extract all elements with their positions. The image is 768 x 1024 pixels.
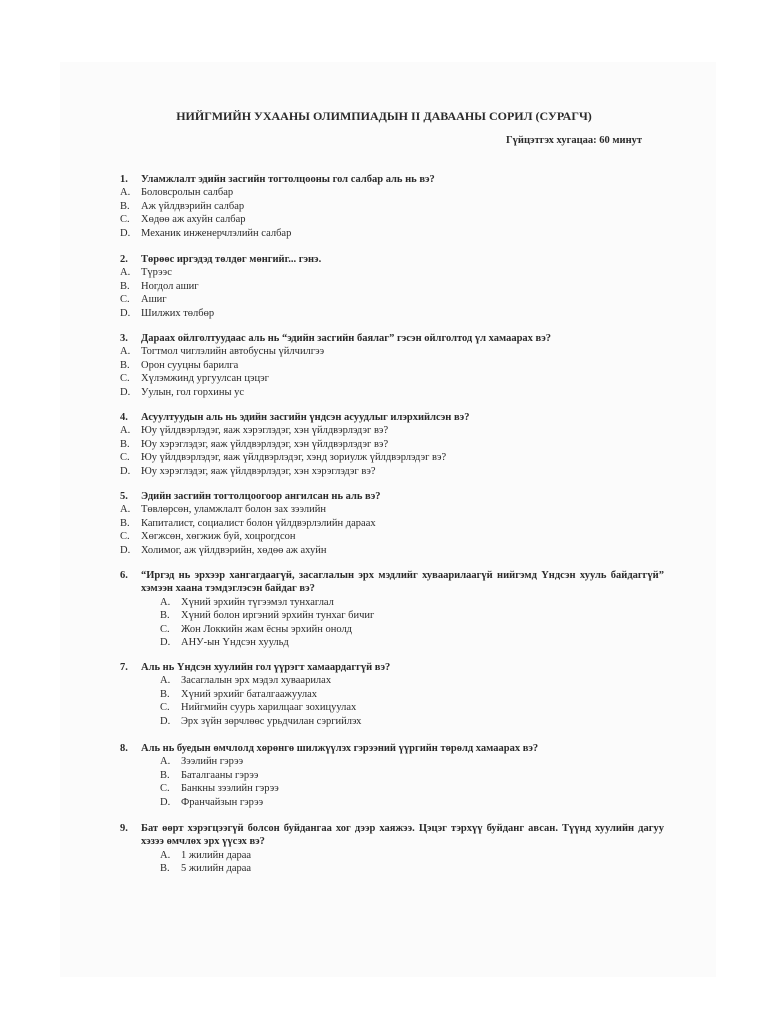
question-number: 3. — [120, 333, 128, 344]
option-label: D. — [160, 796, 171, 808]
option-text: Хүлэмжинд ургуулсан цэцэг — [141, 373, 269, 385]
option-label: B. — [120, 438, 130, 450]
option-c — [120, 213, 664, 226]
question-3 — [120, 332, 664, 399]
option-a — [120, 849, 664, 862]
option-label: C. — [120, 373, 130, 385]
option-text: Шилжих төлбөр — [141, 307, 215, 319]
option-label: A. — [120, 425, 131, 437]
option-label: C. — [120, 452, 130, 464]
option-text: Юу хэрэглэдэг, яаж үйлдвэрлэдэг, хэн үйлдвэрлэдэг вэ? — [141, 438, 389, 450]
option-b — [120, 438, 664, 451]
option-text: Жон Локкийн жам ёсны эрхийн онолд — [181, 623, 353, 635]
option-label: B. — [160, 769, 170, 781]
question-text: Дараах ойлголтуудаас аль нь “эдийн засгийн баялаг” гэсэн ойлголтод үл хамаарах вэ? — [141, 333, 551, 344]
option-text: Ашиг — [141, 294, 167, 306]
question-number: 6. — [120, 570, 128, 581]
option-label: B. — [120, 280, 130, 292]
option-label: D. — [120, 465, 131, 477]
question-number: 9. — [120, 823, 128, 834]
option-label: B. — [160, 863, 170, 875]
question-number: 2. — [120, 254, 128, 265]
option-a — [120, 266, 664, 279]
option-text: Банкны зээлийн гэрээ — [181, 783, 279, 795]
option-c — [120, 372, 664, 385]
option-label: B. — [120, 200, 130, 212]
option-a — [120, 345, 664, 358]
question-5 — [120, 490, 664, 557]
option-label: D. — [120, 386, 131, 398]
option-label: A. — [160, 849, 171, 861]
option-text: Капиталист, социалист болон үйлдвэрлэлийн дараах — [141, 517, 376, 529]
option-text: Засаглалын эрх мэдэл хуваарилах — [181, 675, 332, 687]
option-label: A. — [120, 346, 131, 358]
time-limit: Гүйцэтгэх хугацаа: 60 минут — [506, 135, 643, 146]
option-text: Хүний эрхийг баталгаажуулах — [181, 688, 318, 700]
option-text: Орон сууцны барилга — [141, 359, 239, 371]
option-d — [120, 796, 664, 809]
option-label: A. — [120, 267, 131, 279]
option-text: Хөдөө аж ахуйн салбар — [141, 214, 246, 226]
question-text: Эдийн засгийн тогтолцоогоор ангилсан нь аль вэ? — [141, 491, 381, 502]
option-d — [120, 465, 664, 478]
option-text: АНУ-ын Үндсэн хуульд — [181, 637, 289, 649]
question-text: “Иргэд нь эрхээр хангагдаагүй, засаглалын эрх мэдлийг хуваарилаагүй нийгэмд Үндсэн хууль байдаггүй” хэмээн хаана тэмдэглэсэн байдаг вэ? — [141, 570, 664, 595]
option-text: Түрээс — [141, 267, 172, 279]
option-text: Юу үйлдвэрлэдэг, яаж үйлдвэрлэдэг, хэнд зориулж үйлдвэрлэдэг вэ? — [141, 452, 447, 464]
option-text: Ногдол ашиг — [141, 280, 199, 292]
option-a — [120, 186, 664, 199]
option-c — [120, 530, 664, 543]
question-4 — [120, 411, 664, 478]
question-text: Уламжлалт эдийн засгийн тогтолцооны гол салбар аль нь вэ? — [141, 174, 435, 185]
option-label: C. — [120, 214, 130, 226]
option-label: C. — [160, 623, 170, 635]
option-label: B. — [120, 517, 130, 529]
option-d — [120, 715, 664, 728]
option-text: Төвлөрсөн, уламжлалт болон зах зээлийн — [141, 504, 326, 516]
option-b — [120, 769, 664, 782]
option-label: C. — [160, 702, 170, 714]
option-label: B. — [120, 359, 130, 371]
question-7 — [120, 661, 664, 728]
option-text: Механик инженерчлэлийн салбар — [141, 227, 292, 239]
option-label: A. — [120, 504, 131, 516]
option-text: Аж үйлдвэрийн салбар — [141, 200, 245, 212]
option-b — [120, 862, 664, 875]
option-text: Хүний эрхийн түгээмэл тунхаглал — [181, 596, 334, 608]
option-a — [120, 424, 664, 437]
option-d — [120, 307, 664, 320]
question-number: 5. — [120, 491, 128, 502]
option-c — [120, 293, 664, 306]
option-b — [120, 359, 664, 372]
question-1 — [120, 173, 664, 240]
question-number: 7. — [120, 662, 128, 673]
question-text: Асуултуудын аль нь эдийн засгийн үндсэн асуудлыг илэрхийлсэн вэ? — [141, 412, 470, 423]
page-title: НИЙГМИЙН УХААНЫ ОЛИМПИАДЫН II ДАВААНЫ СОРИЛ (СУРАГЧ) — [176, 109, 592, 123]
option-label: A. — [120, 187, 131, 199]
option-text: Юу хэрэглэдэг, яаж үйлдвэрлэдэг, хэн хэрэглэдэг вэ? — [141, 465, 376, 477]
question-number: 8. — [120, 743, 128, 754]
option-a — [120, 596, 664, 609]
question-number: 1. — [120, 174, 128, 185]
option-label: D. — [120, 544, 131, 556]
option-b — [120, 280, 664, 293]
option-label: C. — [120, 531, 130, 543]
question-number: 4. — [120, 412, 128, 423]
option-label: C. — [160, 783, 170, 795]
option-label: D. — [120, 307, 131, 319]
option-a — [120, 755, 664, 768]
option-b — [120, 609, 664, 622]
option-c — [120, 701, 664, 714]
option-text: 1 жилийн дараа — [181, 849, 252, 861]
option-c — [120, 451, 664, 464]
option-c — [120, 782, 664, 795]
question-8 — [120, 742, 664, 809]
option-text: Хөгжсөн, хөгжиж буй, хоцрогдсон — [141, 531, 296, 543]
option-text: Зээлийн гэрээ — [181, 756, 244, 768]
option-text: Юу үйлдвэрлэдэг, яаж хэрэглэдэг, хэн үйлдвэрлэдэг вэ? — [141, 425, 389, 437]
option-label: D. — [120, 227, 131, 239]
question-2 — [120, 253, 664, 320]
option-label: A. — [160, 756, 171, 768]
option-a — [120, 503, 664, 516]
question-text: Аль нь Үндсэн хуулийн гол үүрэгт хамаардаггүй вэ? — [141, 662, 391, 673]
option-label: B. — [160, 688, 170, 700]
option-label: A. — [160, 675, 171, 687]
option-d — [120, 386, 664, 399]
option-label: A. — [160, 596, 171, 608]
option-label: C. — [120, 294, 130, 306]
option-label: D. — [160, 715, 171, 727]
question-text: Аль нь буедын өмчлолд хөрөнгө шилжүүлэх гэрээний үүргийн төрөлд хамаарах вэ? — [141, 743, 539, 754]
option-text: Эрх зүйн зөрчлөөс урьдчилан сэргийлэх — [181, 715, 362, 727]
option-d — [120, 544, 664, 557]
option-text: Хүний болон иргэний эрхийн тунхаг бичиг — [181, 610, 375, 622]
option-text: 5 жилийн дараа — [181, 863, 252, 875]
option-d — [120, 227, 664, 240]
question-9 — [120, 822, 664, 876]
option-text: Баталгааны гэрээ — [181, 769, 259, 781]
option-a — [120, 674, 664, 687]
option-text: Холимог, аж үйлдвэрийн, хөдөө аж ахуйн — [141, 544, 327, 556]
question-text: Бат өөрт хэрэгцээгүй болсон буйдангаа хог дээр хаяжээ. Цэцэг тэрхүү буйданг авсан. Түүнд хуулийн дагуу хэзээ өмчлөх эрх үүсэх вэ? — [141, 823, 664, 848]
question-6 — [120, 569, 664, 649]
option-b — [120, 688, 664, 701]
option-b — [120, 517, 664, 530]
option-b — [120, 200, 664, 213]
option-label: B. — [160, 610, 170, 622]
option-text: Нийгмийн суурь харилцааг зохицуулах — [181, 702, 357, 714]
option-text: Боловсролын салбар — [141, 187, 234, 199]
option-label: D. — [160, 637, 171, 649]
option-text: Уулын, гол горхины ус — [141, 386, 245, 398]
option-d — [120, 636, 664, 649]
option-c — [120, 623, 664, 636]
option-text: Франчайзын гэрээ — [181, 796, 264, 808]
option-text: Тогтмол чиглэлийн автобусны үйлчилгээ — [141, 346, 325, 358]
question-text: Төрөөс иргэдэд төлдөг мөнгийг... гэнэ. — [141, 254, 322, 265]
